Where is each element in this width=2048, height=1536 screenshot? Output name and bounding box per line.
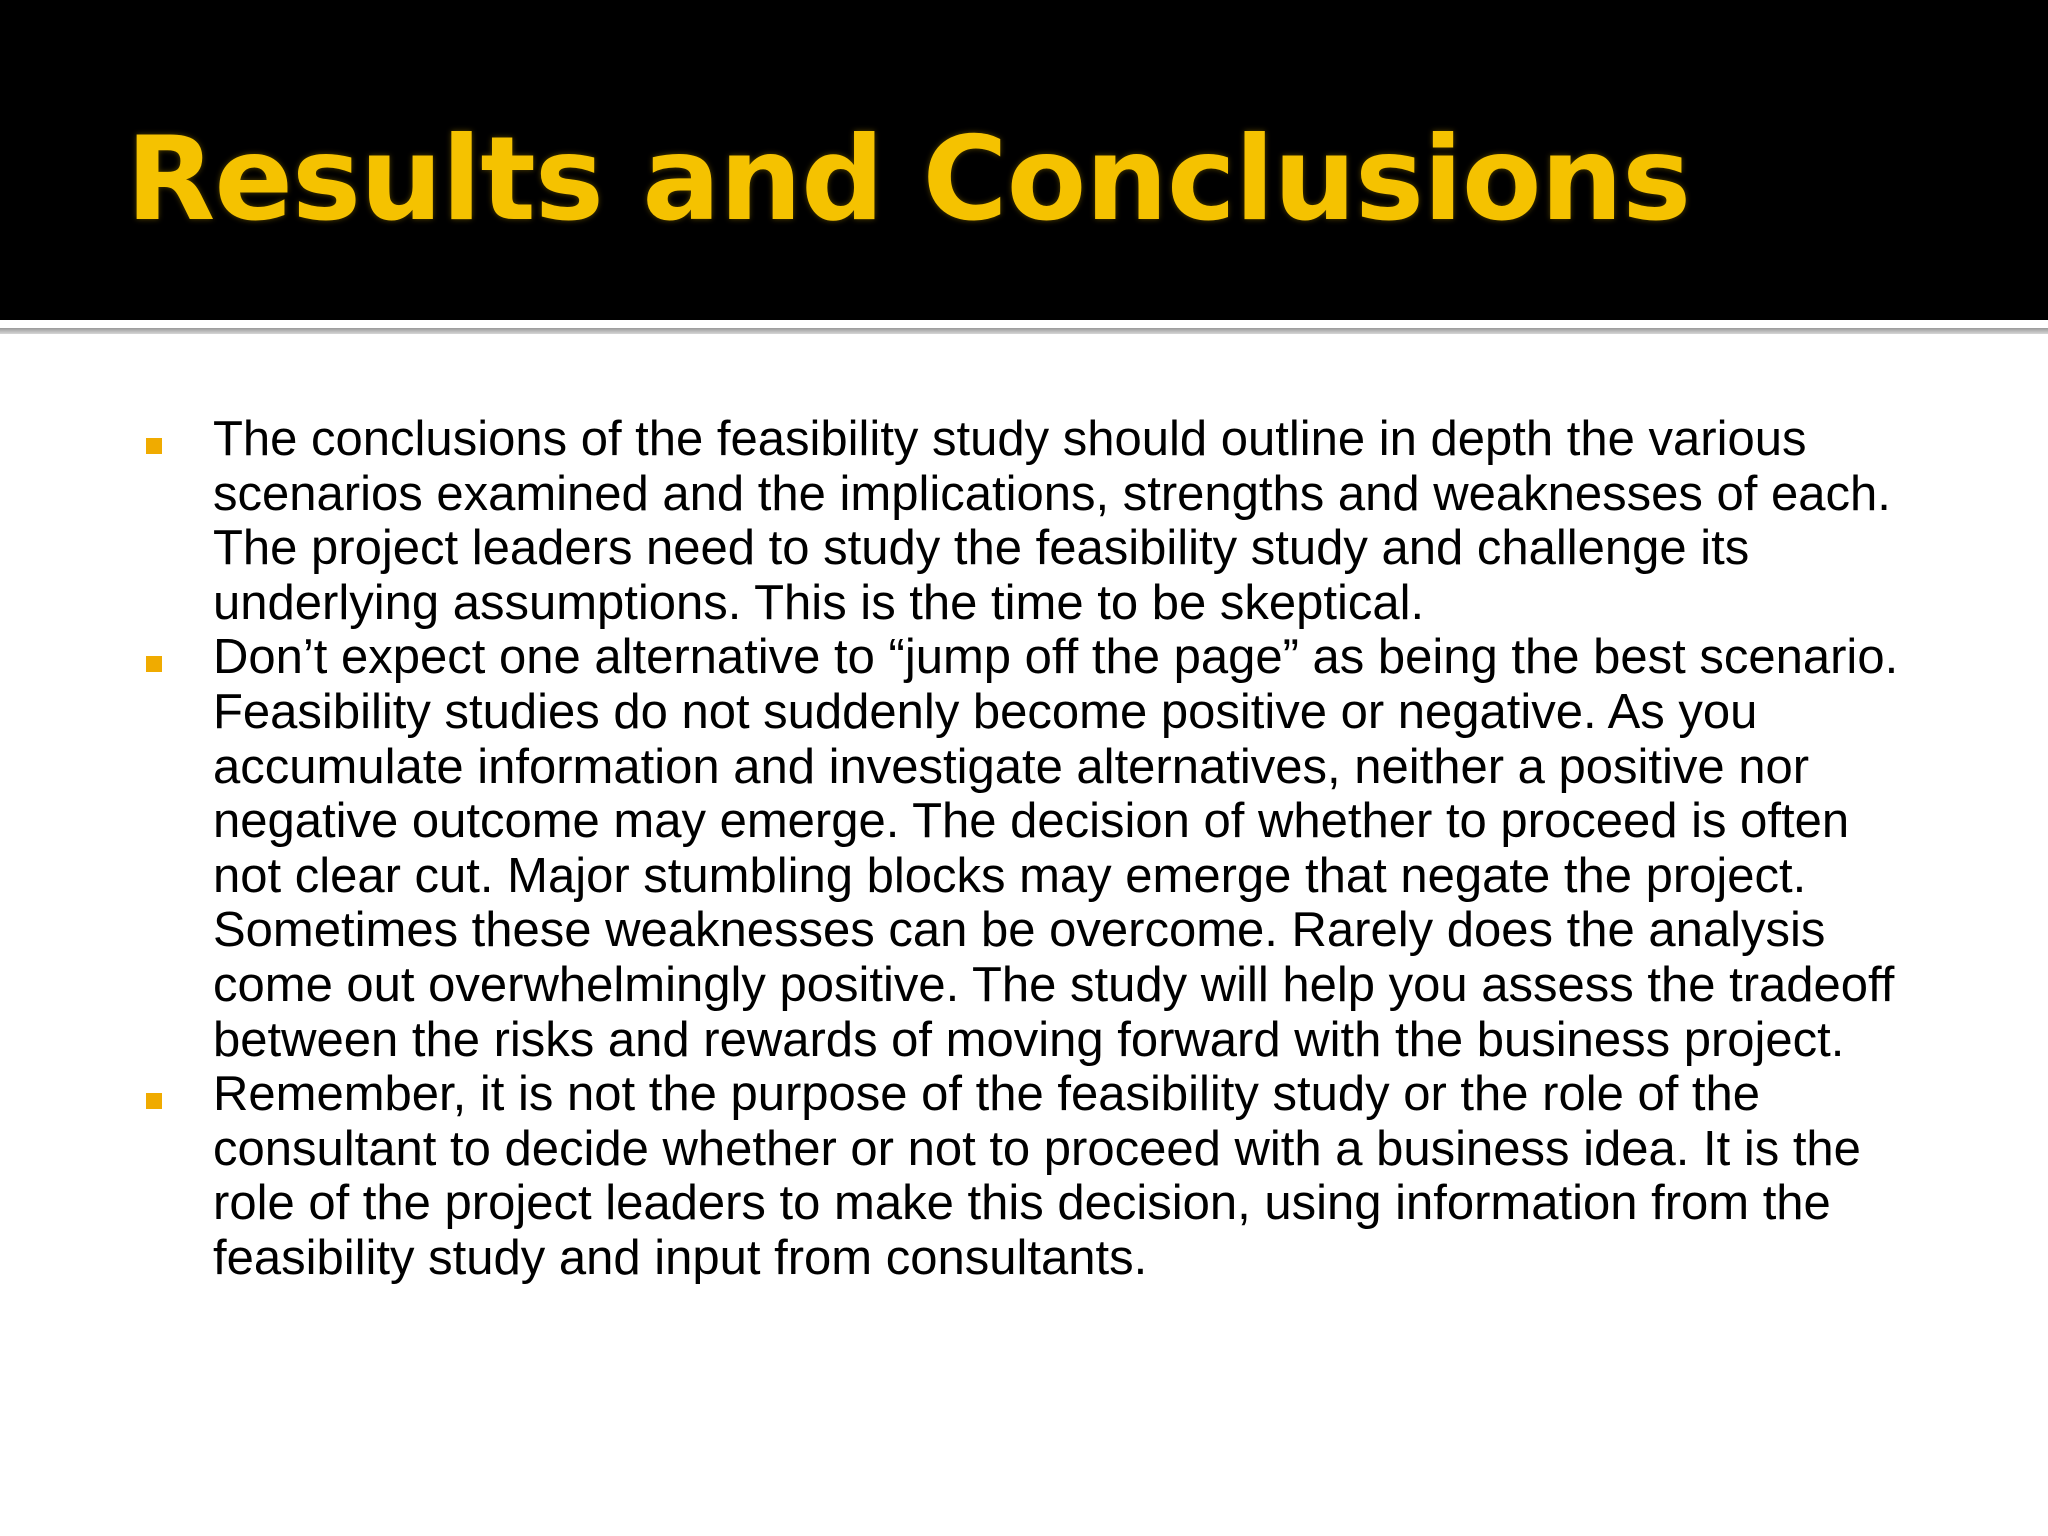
bullet-item [0,630,1913,1067]
title-divider [0,328,2048,334]
title-band [0,0,2048,320]
square-bullet-icon [146,1093,162,1109]
bullet-text: Don’t expect one alternative to “jump off the page” as being the best scenario. Feasibility studies do not suddenly become positive or negative. As you accumulate information and investigate alternatives, neither a positive nor negative outcome may emerge. The decision of whether to proceed is often not clear cut. Major stumbling blocks may emerge that negate the project. Sometimes these weaknesses can be overcome. Rarely does the analysis come out overwhelmingly positive. The study will help you assess the tradeoff between the risks and rewards of moving forward with the business project. [213,630,1899,1067]
bullet-text: The conclusions of the feasibility study should outline in depth the various scenarios examined and the implications, strengths and weaknesses of each. The project leaders need to study the feasibility study and challenge its underlying assumptions. This is the time to be skeptical. [213,412,1891,630]
bullet-item [0,412,1913,630]
slide-body [0,412,2048,1286]
square-bullet-icon [146,438,162,454]
square-bullet-icon [146,656,162,672]
bullet-list [0,412,2048,1286]
bullet-item [0,1067,1913,1285]
bullet-text: Remember, it is not the purpose of the feasibility study or the role of the consultant to decide whether or not to proceed with a business idea. It is the role of the project leaders to make this decision, using information from the feasibility study and input from consultants. [213,1067,1861,1285]
slide-title: Results and Conclusions [126,112,1691,247]
